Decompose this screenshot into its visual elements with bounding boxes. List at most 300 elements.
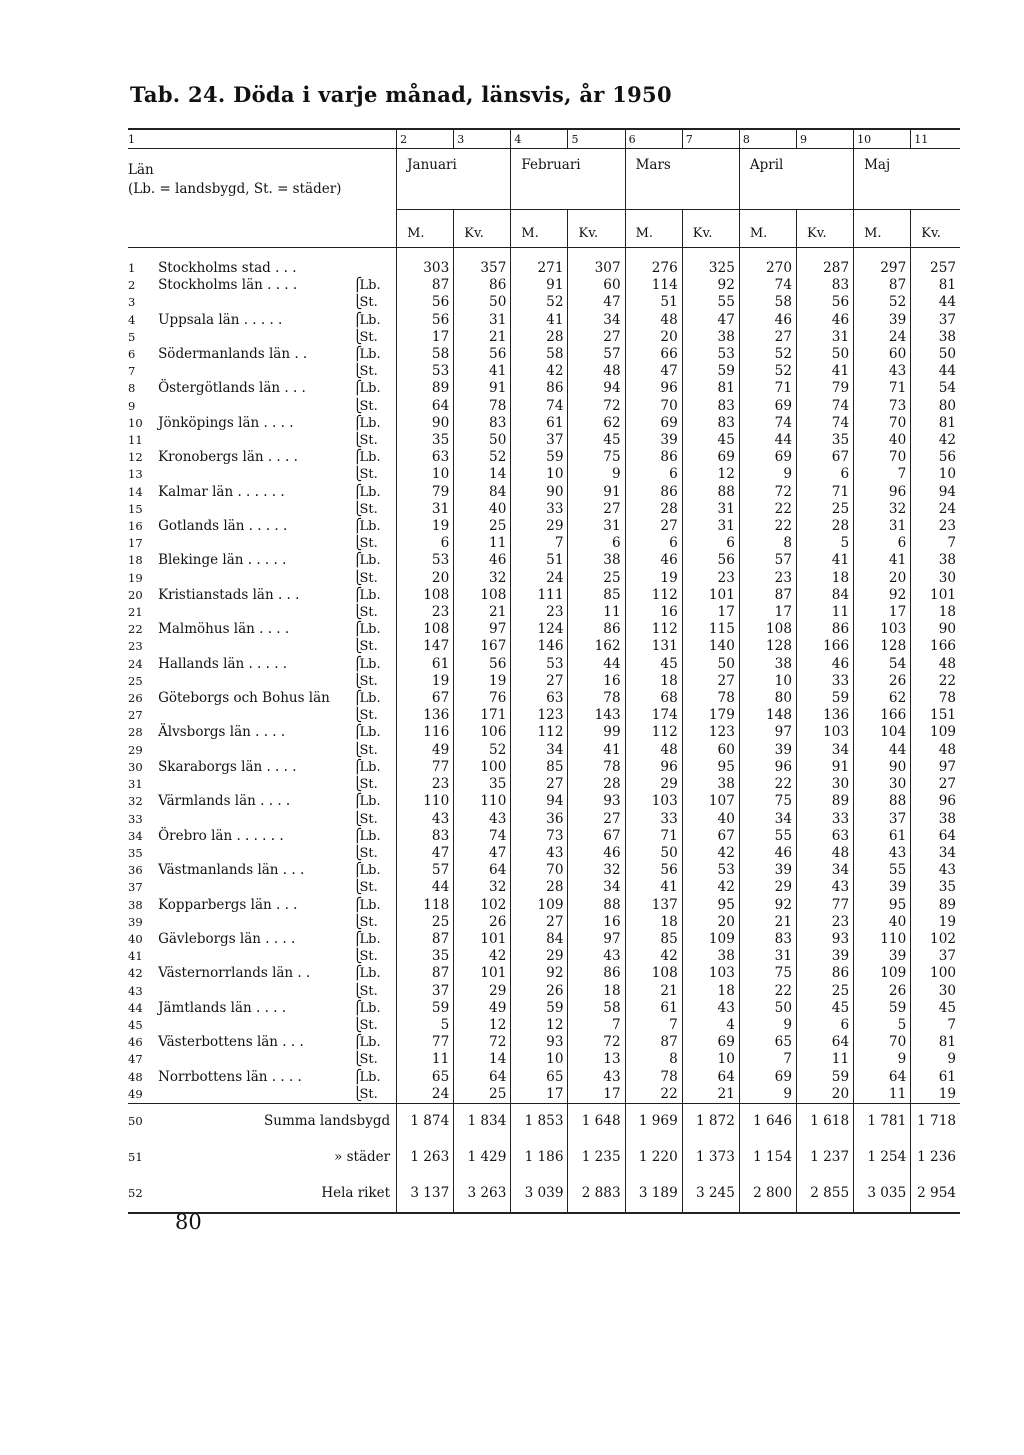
value-cell: 34 xyxy=(796,862,853,879)
value-cell: 38 xyxy=(682,948,739,965)
table-row xyxy=(128,621,960,638)
value-cell: 22 xyxy=(739,776,796,793)
area-type-label: St. xyxy=(359,570,378,586)
value-cell: 18 xyxy=(682,983,739,1000)
brace-mark: ⎩ xyxy=(352,845,363,861)
value-cell: 49 xyxy=(397,742,454,759)
value-cell: 23 xyxy=(511,604,568,621)
county-name: Stockholms län . . . . xyxy=(158,277,298,294)
brace-mark: ⎩ xyxy=(352,536,363,552)
value-cell: 19 xyxy=(911,1086,960,1104)
value-cell: 54 xyxy=(854,656,911,673)
value-cell: 71 xyxy=(625,828,682,845)
value-cell: 43 xyxy=(796,879,853,896)
value-cell: 52 xyxy=(739,346,796,363)
row-number: 8 xyxy=(128,381,136,396)
column-number: 7 xyxy=(682,129,739,149)
value-cell: 41 xyxy=(854,552,911,569)
value-cell: 89 xyxy=(911,897,960,914)
sum-value-cell: 1 969 xyxy=(625,1103,682,1140)
row-number: 20 xyxy=(128,587,143,602)
sum-value-cell: 2 800 xyxy=(739,1176,796,1213)
value-cell: 64 xyxy=(682,1069,739,1086)
value-cell: 55 xyxy=(854,862,911,879)
county-name: Blekinge län . . . . . xyxy=(158,552,287,569)
value-cell: 48 xyxy=(796,845,853,862)
value-cell: 56 xyxy=(911,449,960,466)
value-cell: 64 xyxy=(454,1069,511,1086)
value-cell: 89 xyxy=(796,793,853,810)
value-cell: 26 xyxy=(511,983,568,1000)
county-header-line1: Län xyxy=(128,162,154,178)
brace-mark: ⎩ xyxy=(352,639,363,655)
value-cell: 44 xyxy=(739,432,796,449)
brace-mark: ⎩ xyxy=(352,742,363,758)
value-cell: 53 xyxy=(511,656,568,673)
value-cell: 27 xyxy=(568,501,625,518)
value-cell: 11 xyxy=(454,535,511,552)
area-type xyxy=(353,673,397,690)
value-cell: 10 xyxy=(511,466,568,483)
area-type-label: Lb. xyxy=(359,587,381,603)
value-cell: 46 xyxy=(625,552,682,569)
value-cell: 31 xyxy=(682,501,739,518)
value-cell: 131 xyxy=(625,638,682,655)
value-cell: 72 xyxy=(739,484,796,501)
county-name: Älvsborgs län . . . . xyxy=(158,724,286,741)
county-name xyxy=(158,707,352,724)
value-cell: 31 xyxy=(854,518,911,535)
value-cell: 70 xyxy=(511,862,568,879)
table-row xyxy=(128,294,960,311)
value-cell: 48 xyxy=(911,742,960,759)
table-row xyxy=(128,312,960,329)
value-cell: 9 xyxy=(568,466,625,483)
row-number: 33 xyxy=(128,811,143,826)
county-name: Jönköpings län . . . . xyxy=(158,414,294,431)
value-cell: 9 xyxy=(739,1017,796,1034)
table-row xyxy=(128,965,960,982)
value-cell: 174 xyxy=(625,707,682,724)
value-cell: 41 xyxy=(796,552,853,569)
value-cell: 46 xyxy=(739,312,796,329)
value-cell: 22 xyxy=(739,518,796,535)
value-cell: 111 xyxy=(511,587,568,604)
area-type xyxy=(353,965,397,982)
value-cell: 71 xyxy=(739,380,796,397)
value-cell: 32 xyxy=(454,879,511,896)
value-cell: 57 xyxy=(739,552,796,569)
brace-mark: ⎩ xyxy=(352,364,363,380)
value-cell: 38 xyxy=(739,656,796,673)
county-name: Östergötlands län . . . xyxy=(158,380,306,397)
value-cell: 48 xyxy=(625,312,682,329)
value-cell: 95 xyxy=(854,897,911,914)
value-cell: 16 xyxy=(568,914,625,931)
value-cell: 39 xyxy=(854,948,911,965)
area-type xyxy=(353,811,397,828)
value-cell: 39 xyxy=(854,879,911,896)
area-type xyxy=(353,724,397,741)
value-cell: 112 xyxy=(625,724,682,741)
county-name xyxy=(158,294,352,311)
county-name xyxy=(158,776,352,793)
row-number: 29 xyxy=(128,742,143,757)
value-cell: 75 xyxy=(739,793,796,810)
value-cell: 18 xyxy=(796,570,853,587)
value-cell: 16 xyxy=(625,604,682,621)
value-cell: 27 xyxy=(511,673,568,690)
value-cell: 40 xyxy=(682,811,739,828)
value-cell: 92 xyxy=(511,965,568,982)
value-cell: 90 xyxy=(911,621,960,638)
value-cell: 23 xyxy=(682,570,739,587)
value-cell: 18 xyxy=(625,673,682,690)
value-cell: 60 xyxy=(568,277,625,294)
value-cell: 166 xyxy=(911,638,960,655)
row-number: 5 xyxy=(128,329,136,344)
county-name xyxy=(158,1086,352,1104)
table-row xyxy=(128,449,960,466)
sum-value-cell: 1 618 xyxy=(796,1103,853,1140)
row-number: 14 xyxy=(128,484,143,499)
value-cell: 4 xyxy=(682,1017,739,1034)
value-cell: 34 xyxy=(911,845,960,862)
value-cell: 5 xyxy=(796,535,853,552)
value-cell: 69 xyxy=(739,449,796,466)
value-cell: 271 xyxy=(511,260,568,277)
value-cell: 78 xyxy=(911,690,960,707)
value-cell: 22 xyxy=(739,983,796,1000)
county-name xyxy=(158,948,352,965)
value-cell: 96 xyxy=(854,484,911,501)
county-name: Kopparbergs län . . . xyxy=(158,896,298,913)
value-cell: 96 xyxy=(911,793,960,810)
value-cell: 12 xyxy=(682,466,739,483)
value-cell: 38 xyxy=(682,776,739,793)
value-cell: 6 xyxy=(854,535,911,552)
value-cell: 33 xyxy=(796,811,853,828)
value-cell: 93 xyxy=(568,793,625,810)
value-cell: 64 xyxy=(911,828,960,845)
table-row xyxy=(128,1034,960,1051)
column-number: 5 xyxy=(568,129,625,149)
value-cell: 29 xyxy=(511,518,568,535)
table-row xyxy=(128,793,960,810)
value-cell: 72 xyxy=(568,398,625,415)
value-cell: 103 xyxy=(854,621,911,638)
value-cell: 70 xyxy=(854,1034,911,1051)
brace-mark: ⎧ xyxy=(352,794,363,810)
value-cell: 50 xyxy=(454,294,511,311)
county-name: Stockholms stad . . . xyxy=(158,260,297,276)
value-cell: 17 xyxy=(682,604,739,621)
area-type xyxy=(353,1086,397,1104)
value-cell: 17 xyxy=(511,1086,568,1104)
value-cell: 100 xyxy=(454,759,511,776)
value-cell: 45 xyxy=(911,1000,960,1017)
area-type xyxy=(353,518,397,535)
table-row xyxy=(128,604,960,621)
value-cell: 44 xyxy=(911,363,960,380)
county-name: Gävleborgs län . . . . xyxy=(158,930,296,947)
value-cell: 39 xyxy=(739,742,796,759)
sum-value-cell: 1 236 xyxy=(911,1140,960,1176)
row-number: 50 xyxy=(128,1103,158,1140)
table-title: Tab. 24. Döda i varje månad, länsvis, år 1950 xyxy=(130,82,672,107)
value-cell: 40 xyxy=(854,432,911,449)
area-type-label: St. xyxy=(359,364,378,380)
value-cell: 44 xyxy=(854,742,911,759)
value-cell: 123 xyxy=(511,707,568,724)
sum-value-cell: 3 245 xyxy=(682,1176,739,1213)
area-type-label: St. xyxy=(359,742,378,758)
value-cell: 9 xyxy=(911,1051,960,1068)
value-cell: 112 xyxy=(625,621,682,638)
sum-value-cell: 1 648 xyxy=(568,1103,625,1140)
brace-mark: ⎩ xyxy=(352,811,363,827)
value-cell: 80 xyxy=(739,690,796,707)
value-cell: 44 xyxy=(911,294,960,311)
value-cell: 7 xyxy=(854,466,911,483)
value-cell: 52 xyxy=(454,449,511,466)
table-row xyxy=(128,501,960,518)
table-row xyxy=(128,879,960,896)
table-row xyxy=(128,260,960,277)
value-cell: 101 xyxy=(454,931,511,948)
value-cell: 140 xyxy=(682,638,739,655)
value-cell: 81 xyxy=(911,1034,960,1051)
value-cell: 64 xyxy=(854,1069,911,1086)
value-cell: 84 xyxy=(511,931,568,948)
value-cell: 92 xyxy=(682,277,739,294)
value-cell: 35 xyxy=(796,432,853,449)
value-cell: 62 xyxy=(854,690,911,707)
county-name: Kristianstads län . . . xyxy=(158,586,300,603)
sum-value-cell: 2 855 xyxy=(796,1176,853,1213)
row-number: 26 xyxy=(128,691,143,706)
value-cell: 53 xyxy=(682,346,739,363)
value-cell: 49 xyxy=(454,1000,511,1017)
value-cell: 128 xyxy=(854,638,911,655)
row-number: 36 xyxy=(128,863,143,878)
county-name: Uppsala län . . . . . xyxy=(158,311,283,328)
value-cell: 87 xyxy=(739,587,796,604)
value-cell: 58 xyxy=(511,346,568,363)
value-cell: 25 xyxy=(397,914,454,931)
value-cell: 76 xyxy=(454,690,511,707)
table-row xyxy=(128,432,960,449)
value-cell: 26 xyxy=(854,673,911,690)
row-number: 41 xyxy=(128,949,143,964)
value-cell: 87 xyxy=(854,277,911,294)
page-number: 80 xyxy=(175,1210,202,1234)
value-cell: 87 xyxy=(397,277,454,294)
value-cell: 79 xyxy=(397,484,454,501)
area-type xyxy=(353,294,397,311)
value-cell: 287 xyxy=(796,260,853,277)
column-number: 9 xyxy=(796,129,853,149)
area-type xyxy=(353,449,397,466)
value-cell: 48 xyxy=(568,363,625,380)
value-cell: 87 xyxy=(397,965,454,982)
value-cell: 37 xyxy=(397,983,454,1000)
brace-mark: ⎧ xyxy=(352,691,363,707)
value-cell: 51 xyxy=(511,552,568,569)
value-cell: 38 xyxy=(911,811,960,828)
sum-value-cell: 1 154 xyxy=(739,1140,796,1176)
male-header: M. xyxy=(625,210,682,248)
value-cell: 45 xyxy=(568,432,625,449)
value-cell: 96 xyxy=(625,759,682,776)
value-cell: 6 xyxy=(625,535,682,552)
value-cell: 91 xyxy=(568,484,625,501)
value-cell: 109 xyxy=(854,965,911,982)
area-type-label: Lb. xyxy=(359,794,381,810)
value-cell: 108 xyxy=(625,965,682,982)
area-type xyxy=(353,1069,397,1086)
row-number: 43 xyxy=(128,983,143,998)
value-cell: 35 xyxy=(397,948,454,965)
value-cell: 93 xyxy=(511,1034,568,1051)
area-type xyxy=(353,466,397,483)
table-row xyxy=(128,1069,960,1086)
county-name: Västmanlands län . . . xyxy=(158,862,305,879)
area-type xyxy=(353,1051,397,1068)
area-type-label: Lb. xyxy=(359,381,381,397)
brace-mark: ⎩ xyxy=(352,433,363,449)
value-cell: 146 xyxy=(511,638,568,655)
value-cell: 167 xyxy=(454,638,511,655)
area-type xyxy=(353,346,397,363)
area-type-label: Lb. xyxy=(359,966,381,982)
row-number: 52 xyxy=(128,1186,143,1201)
brace-mark: ⎩ xyxy=(352,1052,363,1068)
value-cell: 84 xyxy=(796,587,853,604)
value-cell: 28 xyxy=(796,518,853,535)
column-number: 11 xyxy=(911,129,960,149)
area-type-label: Lb. xyxy=(359,1035,381,1051)
value-cell: 42 xyxy=(454,948,511,965)
brace-mark: ⎩ xyxy=(352,949,363,965)
area-type-label: Lb. xyxy=(359,759,381,775)
value-cell: 69 xyxy=(739,1069,796,1086)
sum-value-cell: 1 235 xyxy=(568,1140,625,1176)
value-cell: 6 xyxy=(796,1017,853,1034)
value-cell: 257 xyxy=(911,260,960,277)
area-type-label: St. xyxy=(359,605,378,621)
value-cell: 37 xyxy=(911,312,960,329)
row-number: 3 xyxy=(128,295,136,310)
sum-value-cell: 3 189 xyxy=(625,1176,682,1213)
value-cell: 34 xyxy=(796,742,853,759)
value-cell: 88 xyxy=(854,793,911,810)
table-row xyxy=(128,656,960,673)
value-cell: 45 xyxy=(682,432,739,449)
value-cell: 40 xyxy=(454,501,511,518)
value-cell: 26 xyxy=(854,983,911,1000)
value-cell: 18 xyxy=(911,604,960,621)
month-april: April xyxy=(739,149,853,210)
county-name: Södermanlands län . . xyxy=(158,346,308,363)
row-number: 46 xyxy=(128,1035,143,1050)
value-cell: 47 xyxy=(454,845,511,862)
row-number: 44 xyxy=(128,1000,143,1015)
deaths-table xyxy=(128,128,960,1216)
area-type-label: Lb. xyxy=(359,828,381,844)
value-cell: 97 xyxy=(739,724,796,741)
value-cell: 27 xyxy=(511,914,568,931)
value-cell: 43 xyxy=(397,811,454,828)
value-cell: 17 xyxy=(397,329,454,346)
county-name xyxy=(158,673,352,690)
value-cell: 8 xyxy=(625,1051,682,1068)
brace-mark: ⎧ xyxy=(352,1000,363,1016)
value-cell: 63 xyxy=(397,449,454,466)
value-cell: 42 xyxy=(682,845,739,862)
area-type-label: Lb. xyxy=(359,725,381,741)
value-cell: 12 xyxy=(454,1017,511,1034)
row-number: 51 xyxy=(128,1150,143,1165)
table-row xyxy=(128,466,960,483)
value-cell: 21 xyxy=(454,329,511,346)
row-number: 9 xyxy=(128,398,136,413)
value-cell: 136 xyxy=(397,707,454,724)
value-cell: 59 xyxy=(854,1000,911,1017)
value-cell: 11 xyxy=(397,1051,454,1068)
month-february: Februari xyxy=(511,149,625,210)
value-cell: 65 xyxy=(739,1034,796,1051)
value-cell: 99 xyxy=(568,724,625,741)
value-cell: 83 xyxy=(796,277,853,294)
county-name xyxy=(158,914,352,931)
county-name: Hallands län . . . . . xyxy=(158,655,288,672)
table-row xyxy=(128,724,960,741)
table-row xyxy=(128,862,960,879)
value-cell: 39 xyxy=(625,432,682,449)
value-cell: 86 xyxy=(796,621,853,638)
value-cell: 80 xyxy=(911,398,960,415)
brace-mark: ⎩ xyxy=(352,295,363,311)
value-cell: 81 xyxy=(911,277,960,294)
value-cell: 19 xyxy=(397,673,454,690)
area-type xyxy=(353,897,397,914)
value-cell: 39 xyxy=(739,862,796,879)
value-cell: 69 xyxy=(625,415,682,432)
county-name: Kronobergs län . . . . xyxy=(158,449,298,466)
county-name: Kalmar län . . . . . . xyxy=(158,483,285,500)
brace-mark: ⎩ xyxy=(352,777,363,793)
value-cell: 47 xyxy=(625,363,682,380)
value-cell: 114 xyxy=(625,277,682,294)
brace-mark: ⎧ xyxy=(352,484,363,500)
sum-value-cell: 1 718 xyxy=(911,1103,960,1140)
row-number: 31 xyxy=(128,777,143,792)
area-type-label: St. xyxy=(359,433,378,449)
value-cell: 20 xyxy=(397,570,454,587)
brace-mark: ⎧ xyxy=(352,587,363,603)
value-cell: 10 xyxy=(682,1051,739,1068)
value-cell: 109 xyxy=(682,931,739,948)
value-cell: 18 xyxy=(568,983,625,1000)
value-cell: 74 xyxy=(739,277,796,294)
value-cell: 102 xyxy=(454,897,511,914)
brace-mark: ⎧ xyxy=(352,863,363,879)
value-cell: 31 xyxy=(796,329,853,346)
value-cell: 64 xyxy=(454,862,511,879)
value-cell: 38 xyxy=(911,329,960,346)
value-cell: 97 xyxy=(454,621,511,638)
